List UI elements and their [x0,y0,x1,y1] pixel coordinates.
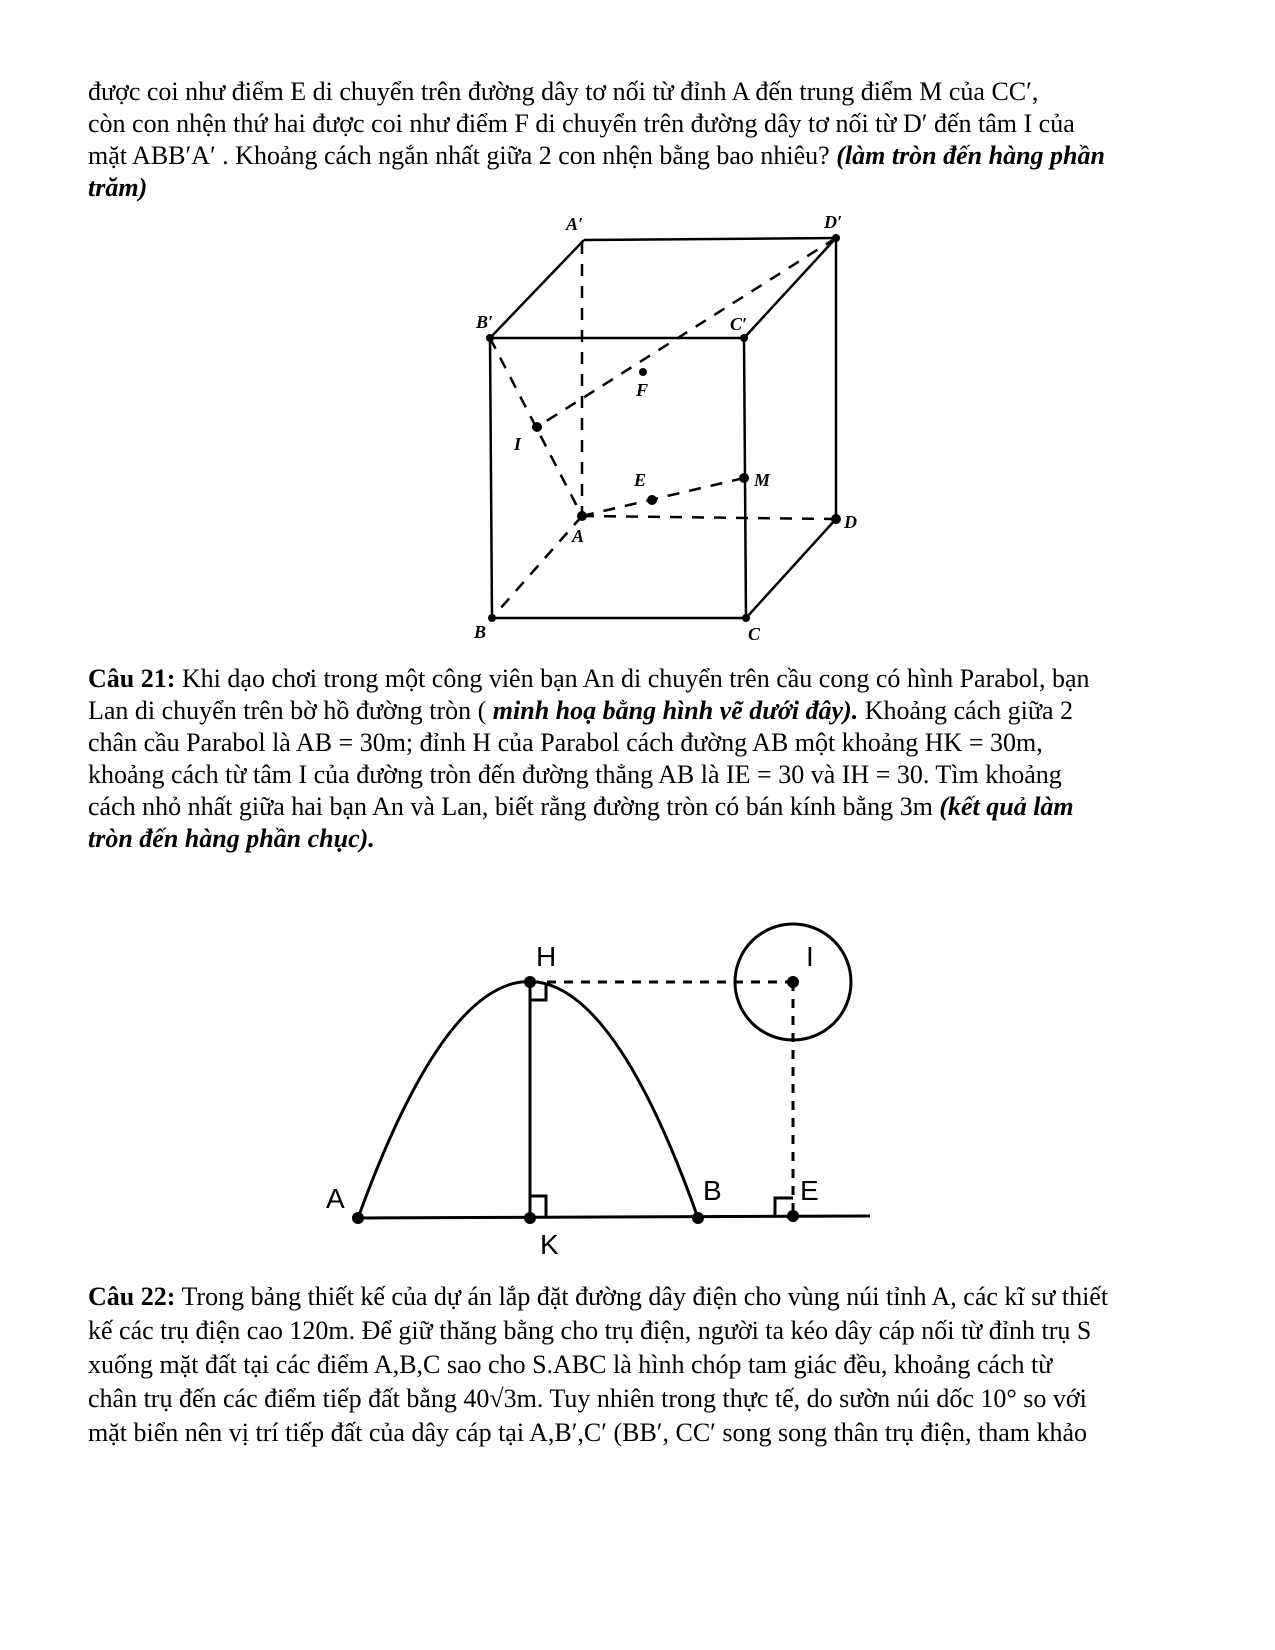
edge-d1c1 [744,238,836,338]
edge-b1b [490,338,492,618]
intro-line-2: còn con nhện thứ hai được coi như điểm F di chuyển trên đường dây tơ nối từ D′ đến tâm I của [88,109,1075,138]
intro-line-3 [88,140,1178,172]
edge-a1b1 [490,240,584,338]
q21-label: Câu 21: [88,664,176,693]
point-d1 [832,234,840,242]
question-22 [88,1280,1178,1450]
label-f: F [636,380,649,400]
point-i-parabola [787,976,799,988]
q21-line-1-text: Khi dạo chơi trong một công viên bạn An di chuyển trên cầu cong có hình Parabol, bạn [181,664,1090,693]
intro-line-3-text: mặt ABB′A′ . Khoảng cách ngắn nhất giữa 2 con nhện bằng bao nhiêu? [88,141,830,170]
q21-line-5 [88,791,1178,823]
point-m [739,473,749,483]
q21-line-5a: cách nhỏ nhất giữa hai bạn An và Lan, biết rằng đường tròn có bán kính bằng 3m [88,792,933,821]
q22-line-3: xuống mặt đất tại các điểm A,B,C sao cho S.ABC là hình chóp tam giác đều, khoảng cách từ [88,1350,1053,1379]
q21-line-2a: Lan di chuyển trên bờ hồ đường tròn ( [88,696,487,725]
edge-ad-hidden [582,516,836,519]
q21-line-2b: minh hoạ bằng hình vẽ dưới đây). [492,696,859,725]
line-ab [358,1216,870,1218]
edge-cd [746,519,836,618]
segment-d1-i [537,238,836,427]
point-k-parabola [524,1212,536,1224]
point-h-parabola [524,976,536,988]
point-e [647,495,657,505]
right-angle-k [530,1196,546,1216]
edge-ab-hidden [492,516,585,618]
label-e: E [634,470,647,490]
right-angle-h [530,984,546,1000]
label-h-parabola: H [536,941,557,972]
point-a-parabola [352,1212,364,1224]
label-e-parabola: E [800,1175,819,1206]
q22-label: Câu 22: [88,1282,176,1311]
q21-line-1 [88,663,1178,695]
point-b1 [486,334,494,342]
q21-line-2 [88,695,1178,727]
label-d-prime: D′ [824,212,843,232]
label-a-prime: A′ [566,214,584,234]
intro-line-4: trăm) [88,173,148,202]
label-c-prime: C′ [730,314,748,334]
point-i [532,422,542,432]
point-d [831,514,841,524]
intro-italic-note: (làm tròn đến hàng phần [836,141,1105,170]
label-k-parabola: K [540,1229,559,1260]
q22-line-4: chân trụ đến các điểm tiếp đất bằng 40√3m. Tuy nhiên trong thực tế, do sườn núi dốc 10° so với [88,1384,1087,1413]
q22-line-5: mặt biển nên vị trí tiếp đất của dây cáp tại A,B′,C′ (BB′, CC′ song song thân trụ điện, tham khảo [88,1418,1088,1447]
point-e-parabola [787,1210,799,1222]
label-a: A [572,526,585,546]
label-m: M [754,470,771,490]
q21-line-5b: (kết quả làm [939,792,1074,821]
point-c1 [740,334,748,342]
label-i: I [514,434,522,454]
parabola-curve [358,982,698,1219]
edge-c1c [744,338,746,618]
label-b-parabola: B [703,1175,722,1206]
intro-line-1: được coi như điểm E di chuyển trên đường dây tơ nối từ đỉnh A đến trung điểm M của CC′, [88,77,1039,106]
label-b: B [474,622,487,642]
point-c [742,614,750,622]
q21-line-6: tròn đến hàng phần chục). [88,824,375,853]
q21-line-3: chân cầu Parabol là AB = 30m; đỉnh H của Parabol cách đường AB một khoảng HK = 30m, [88,728,1043,757]
intro-paragraph [88,76,1178,204]
diagonal-b1a [490,338,582,516]
point-a [577,511,587,521]
q21-line-4: khoảng cách từ tâm I của đường tròn đến đường thẳng AB là IE = 30 và IH = 30. Tìm khoảng [88,760,1062,789]
label-a-parabola: A [326,1183,345,1214]
q22-line-1 [88,1280,1178,1314]
right-angle-e [775,1198,793,1216]
edge-a1d1 [584,238,836,240]
q22-line-1-text: Trong bảng thiết kế của dự án lắp đặt đường dây điện cho vùng núi tỉnh A, các kĩ sư thiết [181,1282,1109,1311]
q21-line-2c: Khoảng cách giữa 2 [864,696,1073,725]
q22-line-2: kế các trụ điện cao 120m. Để giữ thăng bằng cho trụ điện, người ta kéo dây cáp nối từ đỉnh trụ S [88,1316,1092,1345]
label-i-parabola: I [806,941,814,972]
label-c: C [748,624,761,644]
point-f [639,368,647,376]
point-b [488,614,496,622]
label-b-prime: B′ [476,312,494,332]
label-d: D [844,512,857,532]
point-b-parabola [692,1212,704,1224]
segment-a-m [582,478,744,516]
question-21 [88,663,1178,855]
lake-circle [735,924,851,1040]
